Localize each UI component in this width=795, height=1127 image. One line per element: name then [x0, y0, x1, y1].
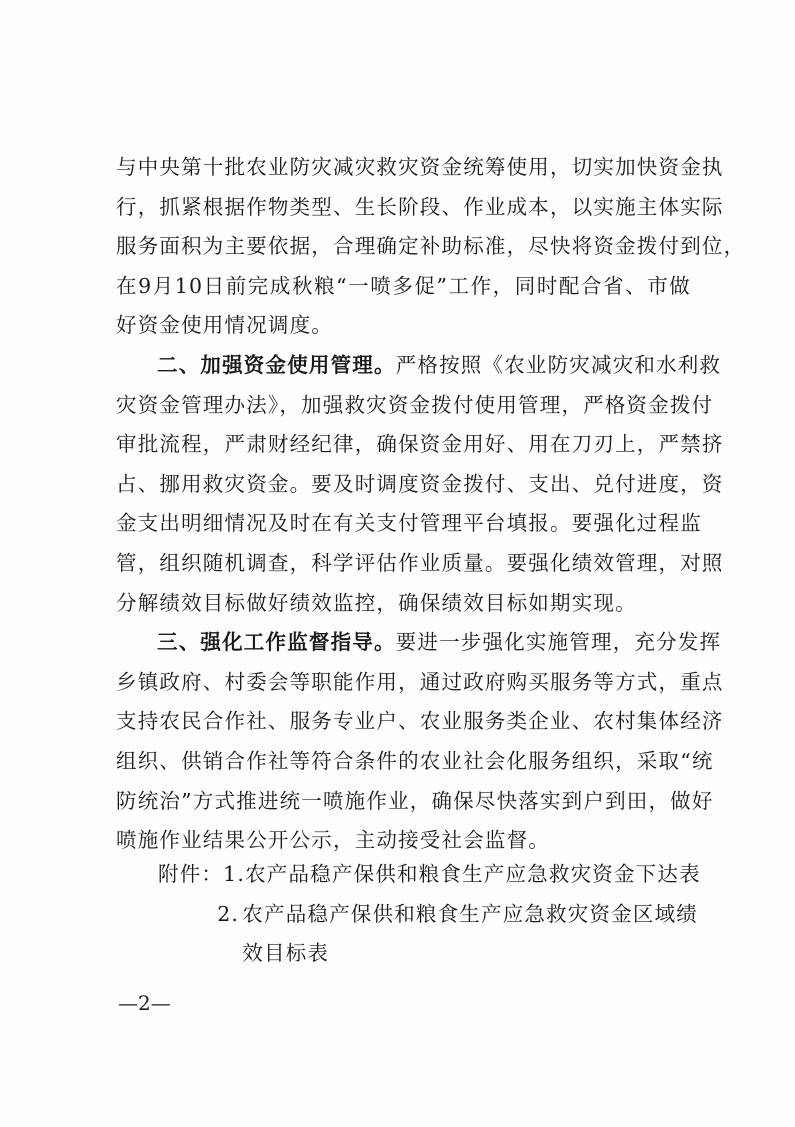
- text-line: 行，抓紧根据作物类型、生长阶段、作业成本，以实施主体实际: [116, 194, 724, 219]
- attachment-number: 2.: [217, 901, 240, 926]
- text-line: 金支出明细情况及时在有关支付管理平台填报。要强化过程监: [116, 511, 702, 536]
- section-heading-2: 二、加强资金使用管理。: [157, 352, 396, 377]
- attachments-list: [158, 855, 701, 974]
- attachment-title: 效目标表: [242, 941, 330, 966]
- text-line: 与中央第十批农业防灾减灾救灾资金统筹使用，切实加快资金执: [116, 155, 724, 179]
- text-line: 支持农民合作社、服务专业户、农业服务类企业、农村集体经济: [116, 709, 724, 734]
- text-line: 在9月10日前完成秋粮“一喷多促”工作，同时配合省、市做: [116, 273, 691, 298]
- text-line: 乡镇政府、村委会等职能作用，通过政府购买服务等方式，重点: [116, 669, 724, 694]
- text-line: 管，组织随机调查，科学评估作业质量。要强化绩效管理，对照: [116, 550, 724, 575]
- text-line: 好资金使用情况调度。: [116, 313, 333, 338]
- page-number: —2—: [118, 991, 171, 1015]
- text-line: 占、挪用救灾资金。要及时调度资金拨付、支出、兑付进度，资: [116, 471, 724, 496]
- attachment-title: 农产品稳产保供和粮食生产应急救灾资金下达表: [245, 862, 701, 886]
- paragraph-continuation: [116, 148, 746, 346]
- section-heading-3: 三、强化工作监督指导。: [157, 630, 396, 655]
- text-line: 三、强化工作监督指导。要进一步强化实施管理，充分发挥: [157, 630, 722, 655]
- text-line: 分解绩效目标做好绩效监控，确保绩效目标如期实现。: [116, 590, 637, 615]
- attachment-title: 农产品稳产保供和粮食生产应急救灾资金区域绩: [242, 901, 698, 926]
- text-line: 审批流程，严肃财经纪律，确保资金用好、用在刀刃上，严禁挤: [116, 432, 724, 457]
- text-line: 灾资金管理办法》，加强救灾资金拨付使用管理，严格资金拨付: [116, 392, 714, 417]
- paragraph-supervision: [116, 623, 724, 861]
- paragraph-funds-management: [116, 346, 724, 623]
- attachment-item: [158, 895, 698, 974]
- attachments-label: 附件：: [158, 862, 224, 886]
- text-line: 服务面积为主要依据，合理确定补助标准，尽快将资金拨付到位，: [116, 234, 746, 259]
- attachment-item: [158, 855, 701, 895]
- body-text: [116, 148, 746, 861]
- attachment-number: 1.: [223, 862, 246, 886]
- text-line: 喷施作业结果公开公示，主动接受社会监督。: [116, 828, 550, 853]
- text-line: 组织、供销合作社等符合条件的农业社会化服务组织，采取“统: [116, 748, 714, 773]
- text-line: 防统治”方式推进统一喷施作业，确保尽快落实到户到田，做好: [116, 788, 714, 813]
- text-line: 二、加强资金使用管理。严格按照《农业防灾减灾和水利救: [157, 352, 722, 377]
